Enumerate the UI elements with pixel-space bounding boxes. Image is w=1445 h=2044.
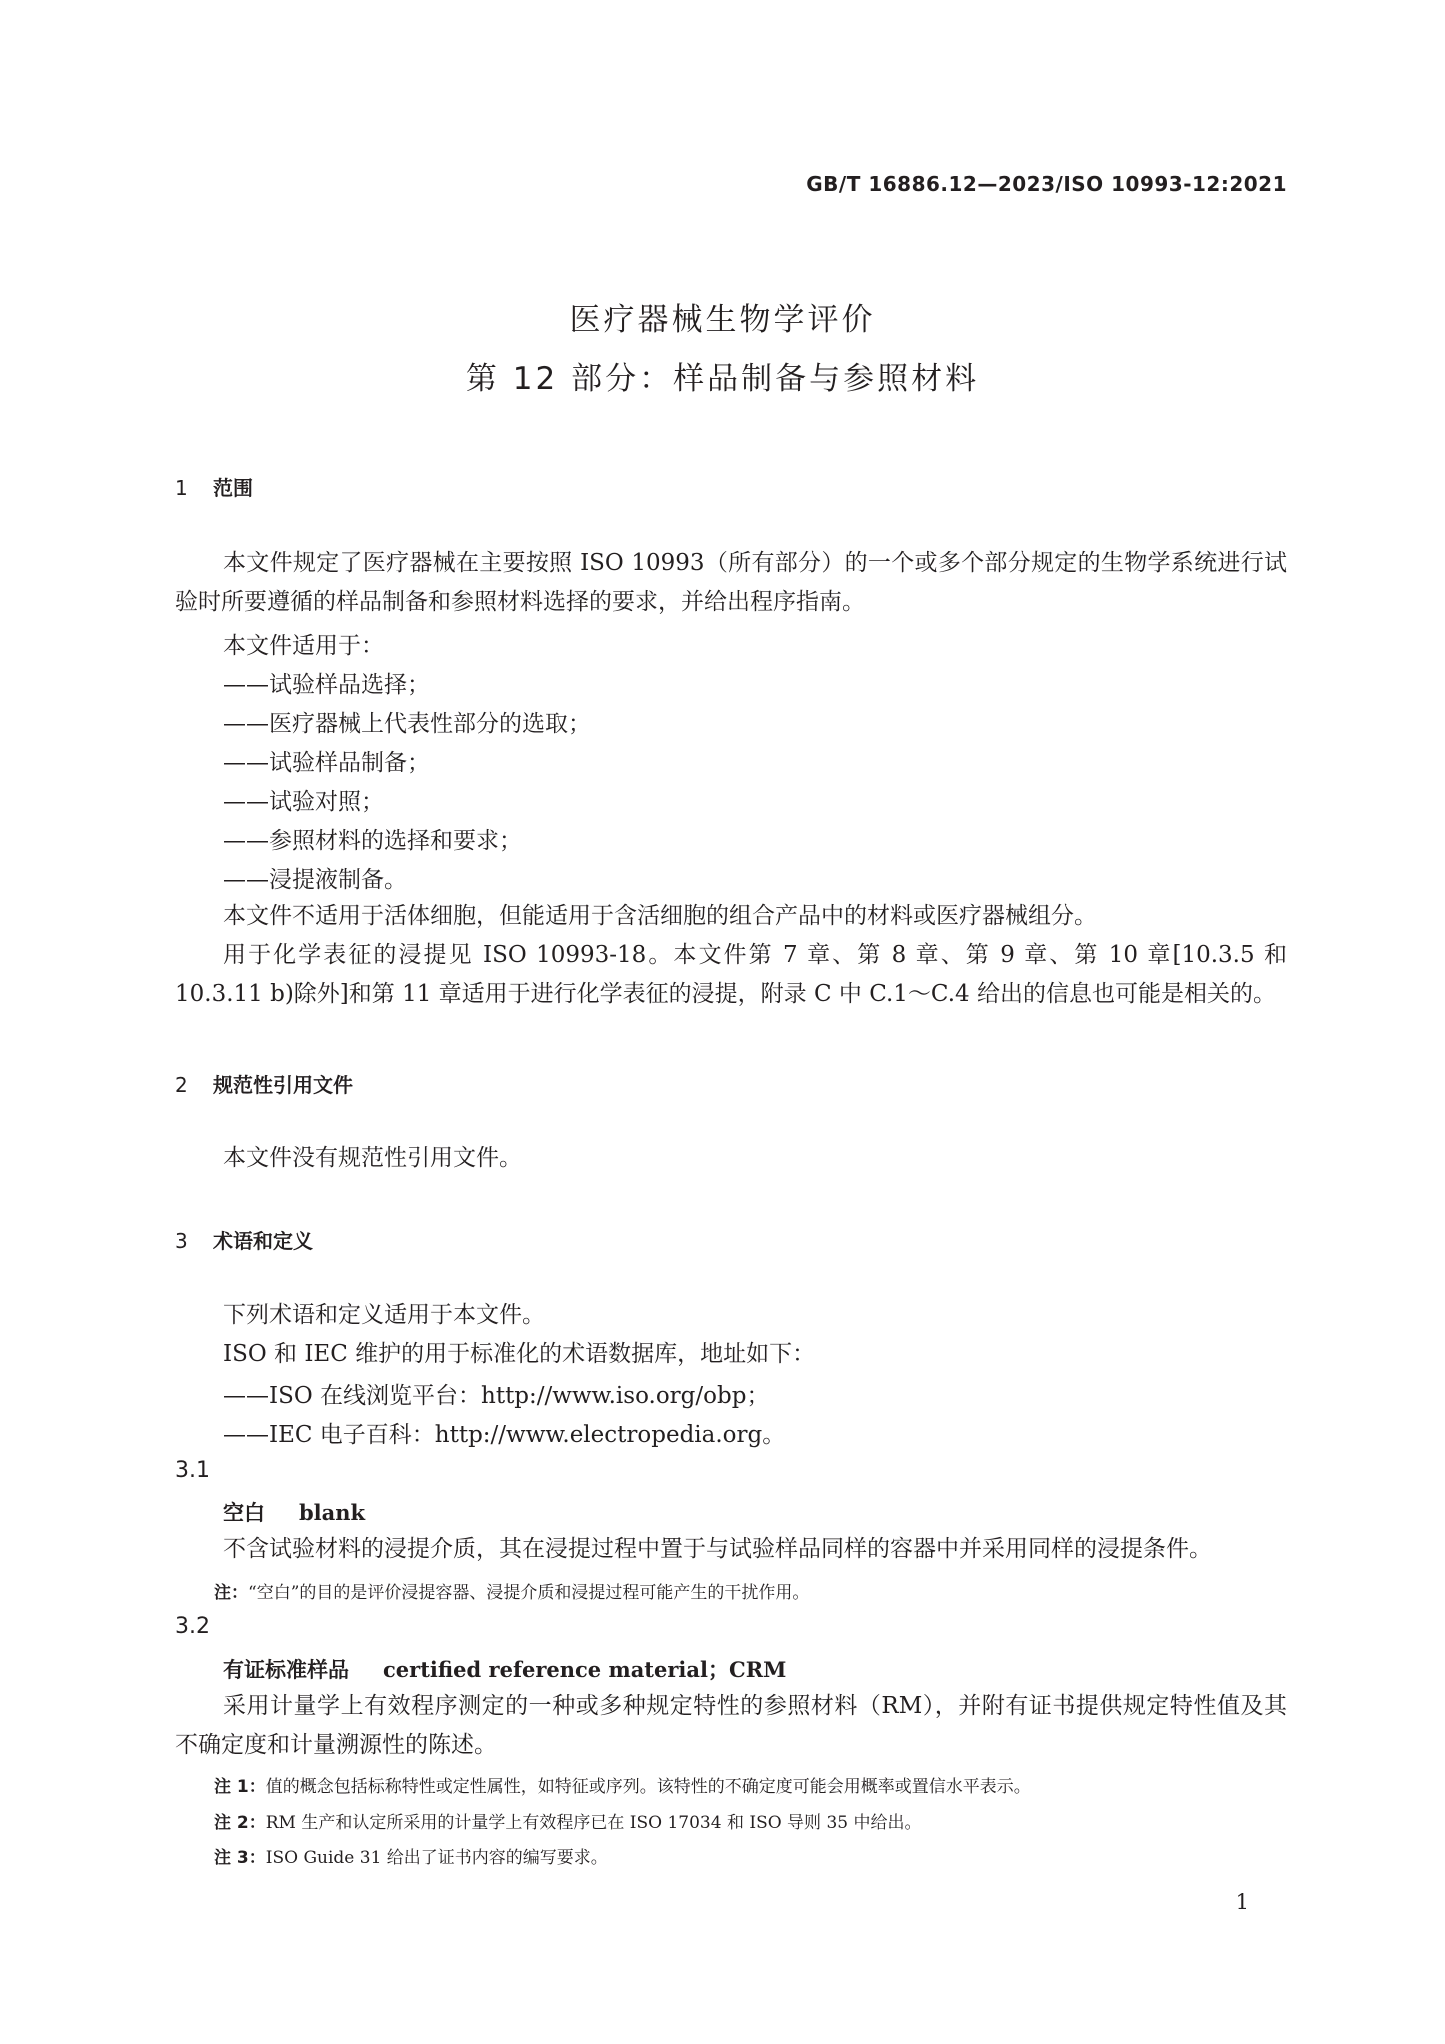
section-title: 术语和定义 bbox=[213, 1229, 313, 1253]
section-3-heading bbox=[175, 1225, 313, 1254]
term-zh: 空白 bbox=[223, 1501, 265, 1525]
term-zh: 有证标准样品 bbox=[223, 1658, 349, 1682]
list-item: ——浸提液制备。 bbox=[223, 867, 407, 893]
list-item: ——试验样品制备； bbox=[223, 750, 430, 776]
terms-database-paragraph: ISO 和 IEC 维护的用于标准化的术语数据库，地址如下： bbox=[223, 1341, 816, 1367]
note-label: 注： bbox=[214, 1583, 248, 1603]
note-label: 注 2： bbox=[214, 1813, 266, 1833]
document-subtitle: 第 12 部分：样品制备与参照材料 bbox=[465, 361, 980, 397]
term-definition: 采用计量学上有效程序测定的一种或多种规定特性的参照材料（RM），并附有证书提供规定特性值及其不确定度和计量溯源性的陈述。 bbox=[175, 1693, 1287, 1758]
page-number: 1 bbox=[1235, 1890, 1249, 1914]
term-note bbox=[214, 1843, 608, 1868]
section-number: 3 bbox=[175, 1229, 188, 1253]
document-title: 医疗器械生物学评价 bbox=[569, 302, 876, 338]
note-text: ISO Guide 31 给出了证书内容的编写要求。 bbox=[265, 1848, 608, 1868]
term-note bbox=[214, 1772, 1031, 1797]
applies-intro: 本文件适用于： bbox=[223, 633, 384, 659]
note-text: 值的概念包括标称特性或定性属性，如特征或序列。该特性的不确定度可能会用概率或置信水平表示。 bbox=[265, 1777, 1031, 1797]
note-label: 注 1： bbox=[214, 1777, 266, 1797]
list-item: ——ISO 在线浏览平台：http://www.iso.org/obp； bbox=[223, 1383, 770, 1409]
term-en: blank bbox=[299, 1500, 366, 1525]
term-note bbox=[214, 1578, 809, 1603]
term-title bbox=[223, 1654, 786, 1684]
section-number: 2 bbox=[175, 1073, 188, 1097]
list-item: ——IEC 电子百科：http://www.electropedia.org。 bbox=[223, 1422, 786, 1448]
exclusion-paragraph: 本文件不适用于活体细胞，但能适用于含活细胞的组合产品中的材料或医疗器械组分。 bbox=[223, 903, 1097, 929]
list-item: ——试验样品选择； bbox=[223, 672, 430, 698]
section-number: 1 bbox=[175, 476, 188, 500]
note-label: 注 3： bbox=[214, 1848, 266, 1868]
section-title: 范围 bbox=[213, 476, 253, 500]
list-item: ——医疗器械上代表性部分的选取； bbox=[223, 711, 591, 737]
note-text: “空白”的目的是评价浸提容器、浸提介质和浸提过程可能产生的干扰作用。 bbox=[248, 1583, 810, 1603]
term-definition: 不含试验材料的浸提介质，其在浸提过程中置于与试验样品同样的容器中并采用同样的浸提条件。 bbox=[223, 1536, 1212, 1562]
normative-references-paragraph: 本文件没有规范性引用文件。 bbox=[223, 1145, 522, 1171]
section-title: 规范性引用文件 bbox=[213, 1073, 353, 1097]
note-text: RM 生产和认定所采用的计量学上有效程序已在 ISO 17034 和 ISO 导则 35 中给出。 bbox=[265, 1813, 922, 1833]
section-1-heading bbox=[175, 472, 253, 501]
term-note bbox=[214, 1808, 922, 1833]
list-item: ——参照材料的选择和要求； bbox=[223, 828, 522, 854]
list-item: ——试验对照； bbox=[223, 789, 384, 815]
chemical-characterization-paragraph: 用于化学表征的浸提见 ISO 10993-18。本文件第 7 章、第 8 章、第 9 章、第 10 章[10.3.5 和 10.3.11 b)除外]和第 11 章适用于进行化学表征的浸提，附录 C 中 C.1～C.4 给出的信息也可能是相关的。 bbox=[175, 942, 1287, 1007]
standard-code: GB/T 16886.12—2023/ISO 10993-12:2021 bbox=[806, 172, 1287, 196]
term-number: 3.1 bbox=[175, 1458, 210, 1483]
scope-paragraph: 本文件规定了医疗器械在主要按照 ISO 10993（所有部分）的一个或多个部分规定的生物学系统进行试验时所要遵循的样品制备和参照材料选择的要求，并给出程序指南。 bbox=[175, 550, 1287, 615]
term-number: 3.2 bbox=[175, 1614, 210, 1639]
section-2-heading bbox=[175, 1069, 353, 1098]
term-title bbox=[223, 1497, 365, 1527]
terms-intro: 下列术语和定义适用于本文件。 bbox=[223, 1302, 545, 1328]
term-en: certified reference material；CRM bbox=[383, 1657, 787, 1682]
